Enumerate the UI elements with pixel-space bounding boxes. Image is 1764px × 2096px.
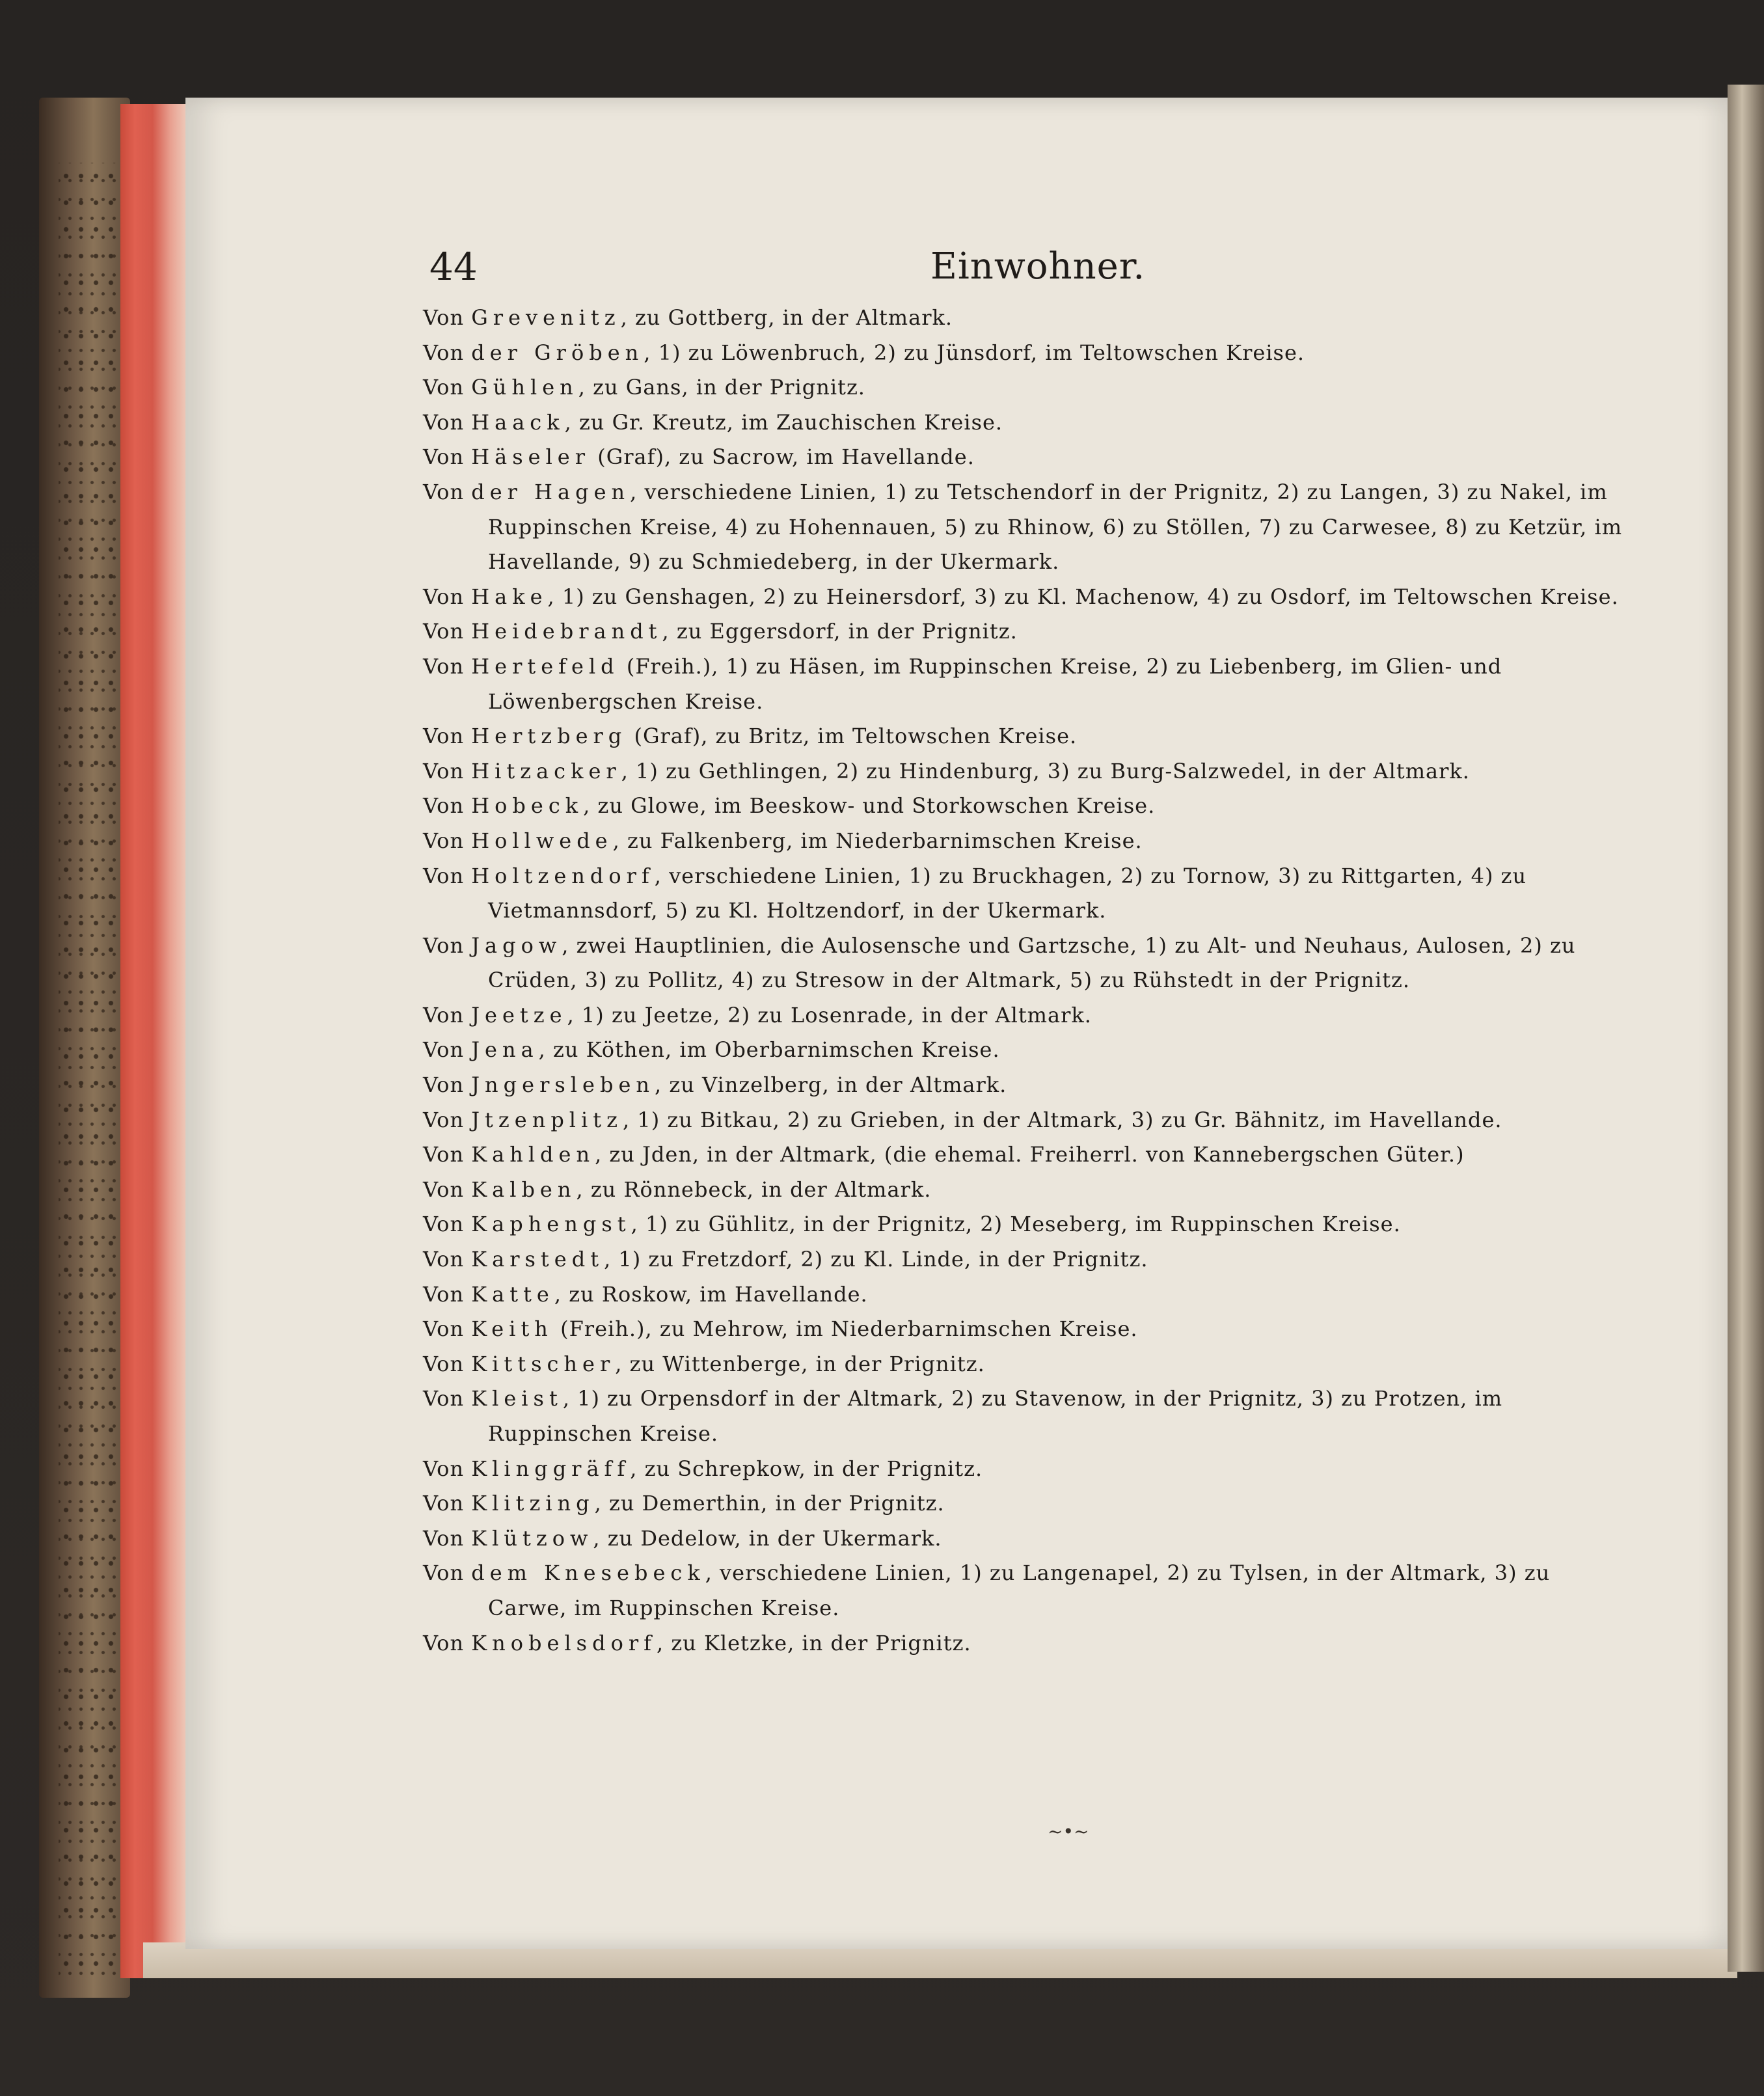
family-name: Hobeck [471, 793, 584, 819]
list-item [423, 475, 1627, 580]
list-item [423, 336, 1627, 371]
entry-prefix: Von [423, 1281, 465, 1307]
estate-details: , 1) zu Jeetze, 2) zu Losenrade, in der Altmark. [567, 1002, 1092, 1028]
estate-details: , zu Schrepkow, in der Prignitz. [630, 1456, 983, 1481]
list-item [423, 719, 1627, 754]
entry-prefix: Von [423, 1142, 465, 1167]
list-item [423, 998, 1627, 1033]
estate-details: , 1) zu Gethlingen, 2) zu Hindenburg, 3) zu Burg-Salzwedel, in der Altmark. [621, 758, 1470, 783]
family-name: Kittscher [471, 1351, 616, 1376]
estate-details: , 1) zu Orpensdorf in der Altmark, 2) zu Stavenow, in der Prignitz, 3) zu Protzen, im Ruppinschen Kreise. [488, 1386, 1503, 1446]
list-item [423, 1312, 1627, 1347]
estate-details: , zu Jden, in der Altmark, (die ehemal. Freiherrl. von Kannebergschen Güter.) [595, 1142, 1465, 1167]
family-name: Häseler [471, 444, 591, 470]
family-name: Keith [471, 1316, 553, 1342]
entry-prefix: Von [423, 1002, 465, 1028]
entry-prefix: Von [423, 653, 465, 679]
end-ornament: ~•~ [1048, 1821, 1089, 1842]
cover-foxing [59, 163, 117, 1985]
estate-details: , zu Dedelow, in der Ukermark. [593, 1525, 942, 1551]
estate-details: , 1) zu Löwenbruch, 2) zu Jünsdorf, im Teltowschen Kreise. [644, 340, 1305, 365]
entry-prefix: Von [423, 305, 465, 330]
list-item [423, 370, 1627, 405]
entry-prefix: Von [423, 1316, 465, 1342]
entry-prefix: Von [423, 793, 465, 819]
estate-details: , verschiedene Linien, 1) zu Bruckhagen, 2) zu Tornow, 3) zu Rittgarten, 4) zu Vietmannsdorf, 5) zu Kl. Holtzendorf, in der Ukermark. [488, 863, 1527, 923]
list-item [423, 1486, 1627, 1521]
family-name: Klützow [471, 1525, 593, 1551]
entry-prefix: Von [423, 444, 465, 470]
entry-prefix: Von [423, 479, 465, 504]
estate-details: , 1) zu Gühlitz, in der Prignitz, 2) Meseberg, im Ruppinschen Kreise. [631, 1212, 1401, 1237]
list-item [423, 1452, 1627, 1487]
estate-details: , zu Rönnebeck, in der Altmark. [576, 1177, 932, 1202]
list-item [423, 824, 1627, 859]
family-name: Hake [471, 584, 548, 609]
list-item [423, 1033, 1627, 1068]
list-item [423, 1137, 1627, 1173]
family-name: Jena [471, 1037, 539, 1063]
family-name: Haack [471, 409, 565, 435]
family-name: Heidebrandt [471, 619, 662, 644]
family-name: Hertefeld [471, 653, 619, 679]
estate-details: , zu Wittenberge, in der Prignitz. [615, 1351, 985, 1376]
list-item [423, 1521, 1627, 1557]
family-name: Klinggräff [471, 1456, 631, 1481]
family-name: Kahlden [471, 1142, 595, 1167]
list-item [423, 301, 1627, 336]
estate-details: (Freih.), 1) zu Häsen, im Ruppinschen Kreise, 2) zu Liebenberg, im Glien- und Löwenbergschen Kreise. [488, 653, 1502, 714]
red-page-edges [120, 104, 192, 1978]
estate-details: , 1) zu Fretzdorf, 2) zu Kl. Linde, in der Prignitz. [604, 1247, 1148, 1272]
estate-details: (Graf), zu Sacrow, im Havellande. [590, 444, 975, 470]
list-item [423, 1068, 1627, 1103]
entry-prefix: Von [423, 1491, 465, 1516]
family-name: Kalben [471, 1177, 577, 1202]
entry-prefix: Von [423, 1072, 465, 1098]
list-item [423, 1103, 1627, 1138]
estate-details: , zwei Hauptlinien, die Aulosensche und Gartzsche, 1) zu Alt- und Neuhaus, Aulosen, 2) zu Crüden, 3) zu Pollitz, 4) zu Stresow in der Altmark, 5) zu Rühstedt in der Prignitz. [488, 932, 1576, 993]
page-number: 44 [429, 245, 478, 289]
list-item [423, 789, 1627, 824]
estate-details: , 1) zu Genshagen, 2) zu Heinersdorf, 3) zu Kl. Machenow, 4) zu Osdorf, im Teltowschen Kreise. [547, 584, 1619, 609]
entry-prefix: Von [423, 758, 465, 783]
list-item [423, 440, 1627, 475]
entry-prefix: Von [423, 1560, 465, 1586]
family-name: Kaphengst [471, 1212, 631, 1237]
estate-details: , 1) zu Bitkau, 2) zu Grieben, in der Altmark, 3) zu Gr. Bähnitz, im Havellande. [622, 1107, 1502, 1132]
list-item [423, 1242, 1627, 1277]
entry-prefix: Von [423, 584, 465, 609]
entry-prefix: Von [423, 1630, 465, 1655]
entry-prefix: Von [423, 932, 465, 958]
entry-prefix: Von [423, 1177, 465, 1202]
list-item [423, 1347, 1627, 1382]
estate-details: , zu Gr. Kreutz, im Zauchischen Kreise. [564, 409, 1003, 435]
family-name: Jagow [471, 932, 562, 958]
estate-details: , zu Vinzelberg, in der Altmark. [655, 1072, 1007, 1098]
estate-details: , verschiedene Linien, 1) zu Tetschendorf in der Prignitz, 2) zu Langen, 3) zu Nakel, im Ruppinschen Kreise, 4) zu Hohennauen, 5) zu Rhinow, 6) zu Stöllen, 7) zu Carwesee, 8) zu Ketzür, im Havellande, 9) zu Schmiedeberg, in der Ukermark. [488, 479, 1623, 575]
list-item [423, 1277, 1627, 1313]
estate-details: , zu Gottberg, in der Altmark. [620, 305, 953, 330]
entry-prefix: Von [423, 1212, 465, 1237]
estate-details: , zu Roskow, im Havellande. [554, 1281, 868, 1307]
family-name: Jeetze [471, 1002, 567, 1028]
list-item [423, 1207, 1627, 1242]
entry-prefix: Von [423, 1107, 465, 1132]
list-item [423, 754, 1627, 789]
family-name: Karstedt [471, 1247, 604, 1272]
entry-prefix: Von [423, 1525, 465, 1551]
estate-details: , zu Köthen, im Oberbarnimschen Kreise. [538, 1037, 1000, 1063]
family-name: Katte [471, 1281, 554, 1307]
estate-details: , zu Eggersdorf, in der Prignitz. [662, 619, 1018, 644]
estate-details: , zu Kletzke, in der Prignitz. [656, 1630, 971, 1655]
family-name: der Gröben [471, 340, 644, 365]
family-name: Hollwede [471, 828, 613, 853]
entry-prefix: Von [423, 619, 465, 644]
list-item [423, 1173, 1627, 1208]
family-name: Holtzendorf [471, 863, 655, 888]
list-item [423, 1381, 1627, 1451]
list-item [423, 614, 1627, 649]
family-name: Jngersleben [471, 1072, 655, 1098]
running-title: Einwohner. [930, 245, 1146, 288]
entry-prefix: Von [423, 409, 465, 435]
family-name: dem Knesebeck [471, 1560, 705, 1586]
list-item [423, 929, 1627, 998]
right-page-edge [1728, 85, 1764, 1972]
list-item [423, 1626, 1627, 1661]
family-name: Grevenitz [471, 305, 621, 330]
entry-prefix: Von [423, 1456, 465, 1481]
estate-details: (Freih.), zu Mehrow, im Niederbarnimschen Kreise. [552, 1316, 1138, 1342]
entry-prefix: Von [423, 1247, 465, 1272]
family-name: Hertzberg [471, 724, 627, 749]
family-name: Klitzing [471, 1491, 595, 1516]
list-item [423, 649, 1627, 719]
entry-prefix: Von [423, 1351, 465, 1376]
estate-details: , zu Gans, in der Prignitz. [578, 375, 865, 400]
entry-prefix: Von [423, 1386, 465, 1411]
page-header [429, 241, 1146, 299]
estate-details: , zu Falkenberg, im Niederbarnimschen Kreise. [612, 828, 1143, 853]
family-name: Kleist [471, 1386, 563, 1411]
estate-details: , verschiedene Linien, 1) zu Langenapel, 2) zu Tylsen, in der Altmark, 3) zu Carwe, im Ruppinschen Kreise. [488, 1560, 1551, 1620]
entry-prefix: Von [423, 828, 465, 853]
family-name: Jtzenplitz [471, 1107, 623, 1132]
list-item [423, 1556, 1627, 1626]
family-name: der Hagen [471, 479, 631, 504]
entry-prefix: Von [423, 375, 465, 400]
estate-details: , zu Glowe, im Beeskow- und Storkowschen Kreise. [583, 793, 1156, 819]
list-item [423, 405, 1627, 441]
entry-prefix: Von [423, 863, 465, 888]
family-name: Knobelsdorf [471, 1630, 657, 1655]
entry-prefix: Von [423, 724, 465, 749]
list-item [423, 859, 1627, 929]
estate-details: (Graf), zu Britz, im Teltowschen Kreise. [627, 724, 1078, 749]
estate-details: , zu Demerthin, in der Prignitz. [594, 1491, 945, 1516]
family-name: Hitzacker [471, 758, 621, 783]
family-name: Gühlen [471, 375, 578, 400]
noble-families-list [423, 301, 1627, 1661]
entry-prefix: Von [423, 1037, 465, 1063]
entry-prefix: Von [423, 340, 465, 365]
list-item [423, 580, 1627, 615]
